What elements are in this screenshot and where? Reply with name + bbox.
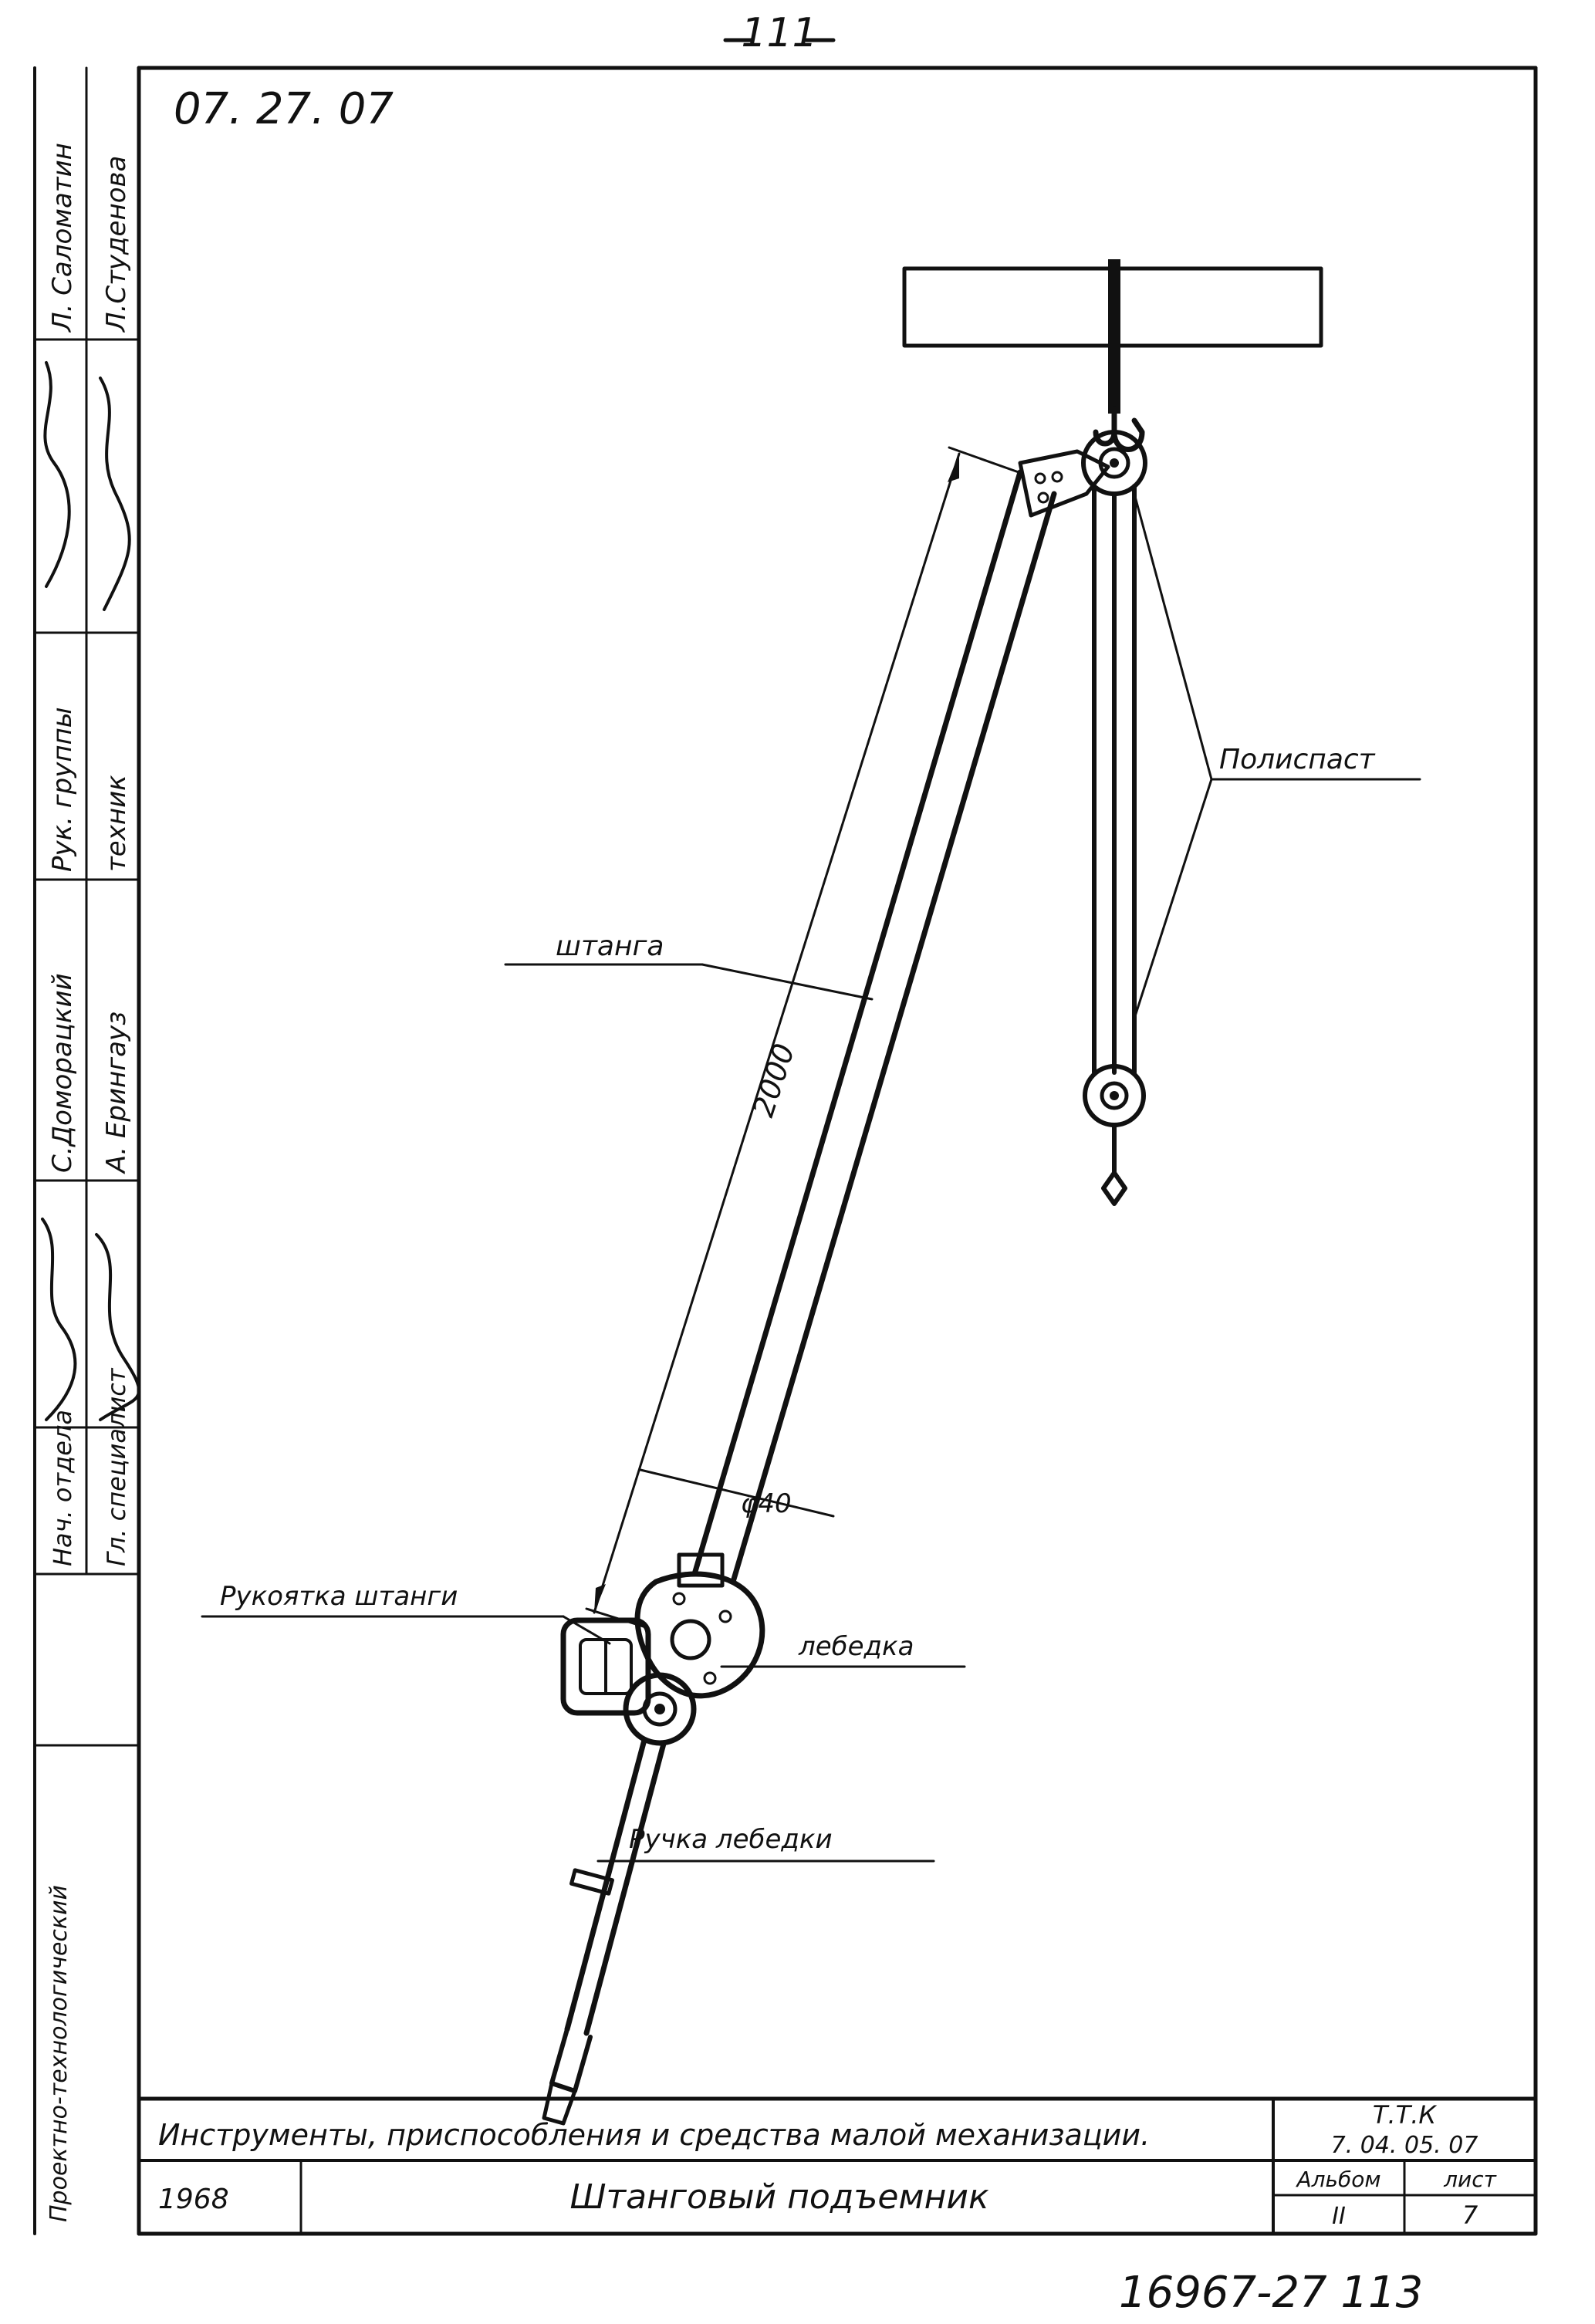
stamp-role-group-lead: Рук. группы [47, 707, 78, 872]
title-code-value: 7. 04. 05. 07 [1330, 2132, 1478, 2159]
title-block [139, 2099, 1536, 2234]
stamp-vertical-label: Проектно-технологический [46, 1884, 73, 2222]
stamp-name-salomatin: Л. Саломатин [47, 143, 78, 332]
dimension-diameter-value: φ40 [741, 1488, 792, 1519]
ceiling-beam [904, 259, 1321, 414]
title-drawing-name: Штанговый подъемник [569, 2177, 989, 2217]
pole-shtanga [694, 472, 1054, 1582]
lower-pulley [1085, 1066, 1144, 1204]
title-sheet-label: лист [1444, 2167, 1496, 2192]
winch-crank [544, 1740, 664, 2123]
title-series: Инструменты, приспособления и средства малой механизации. [158, 2118, 1151, 2152]
signature-marks [42, 363, 139, 1420]
diameter-dimension [640, 1470, 833, 1519]
title-album-value: II [1332, 2203, 1346, 2230]
title-sheet-value: 7 [1462, 2201, 1478, 2230]
drawing-code: 07. 27. 07 [174, 84, 394, 134]
label-ruchka: Ручка лебедки [629, 1824, 833, 1855]
page-number: 111 [741, 10, 818, 56]
rukoyatka-callout [202, 1581, 610, 1643]
stamp-number: 16967-27 113 [1119, 2268, 1424, 2318]
stamp-role-dept-head: Нач. отдела [48, 1409, 77, 1566]
stamp-name-eringauz: А. Ерингауз [101, 1011, 132, 1173]
drawing-frame [35, 68, 1536, 2234]
pulley-block-ropes [1094, 486, 1134, 1072]
side-stamp [35, 68, 139, 2222]
stamp-role-technician: техник [101, 775, 132, 872]
title-year: 1968 [158, 2184, 229, 2215]
stamp-name-studenova: Л.Студенова [101, 155, 132, 332]
dimension-length-value: 2000 [745, 1039, 802, 1121]
ruchka-callout [598, 1824, 934, 1861]
label-rukoyatka: Рукоятка штанги [220, 1581, 458, 1612]
title-code-label: Т.Т.К [1372, 2100, 1437, 2130]
polispast-callout [1134, 494, 1420, 1018]
pole-handle [563, 1620, 648, 1713]
label-lebedka: лебедка [799, 1631, 914, 1662]
label-polispast: Полиспаст [1219, 744, 1375, 775]
title-album-label: Альбом [1296, 2167, 1381, 2192]
stamp-role-chief-specialist: Гл. специалист [102, 1368, 131, 1566]
shtanga-callout [505, 931, 872, 999]
length-dimension [586, 448, 1019, 1628]
label-shtanga: штанга [556, 931, 664, 962]
stamp-name-domoratsky: С.Доморацкий [47, 973, 78, 1173]
